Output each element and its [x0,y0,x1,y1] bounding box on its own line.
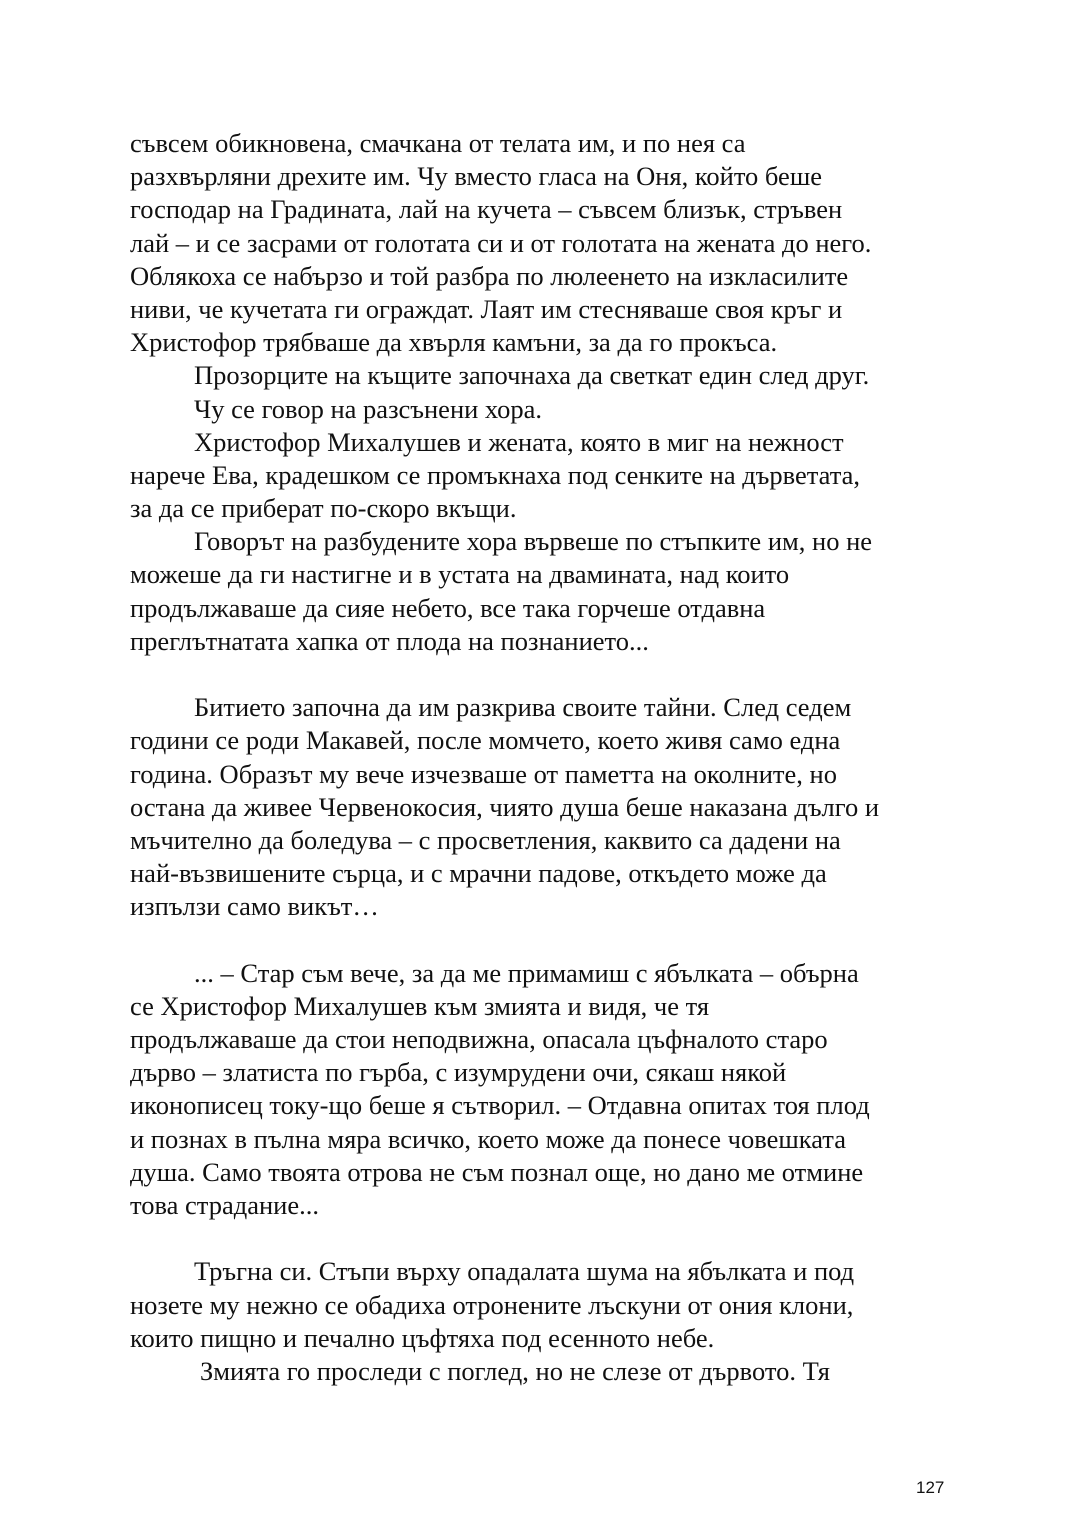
text-line: можеше да ги настигне и в устата на двамината, над които [130,559,790,590]
body-text [130,127,960,1388]
text-line: година. Образът му вече изчезваше от паметта на околните, но [130,758,837,789]
text-line: най-възвишените сърца, и с мрачни падове, откъдето може да [130,858,827,889]
blank-line [130,924,960,957]
text-line: господар на Градината, лай на кучета – съвсем близък, стръвен [130,194,843,225]
text-line: и познах в пълна мяра всичко, което може да понесе човешката [130,1123,846,1154]
blank-line [130,1222,960,1255]
text-line: това страдание... [130,1190,319,1220]
text-line: нозете му нежно се обадиха отронените лъскуни от ония клони, [130,1289,854,1320]
text-line: Битието започна да им разкрива своите тайни. След седем [194,692,852,723]
text-line: продължаваше да сияе небето, все така горчеше отдавна [130,592,766,623]
text-line: Змията го проследи с поглед, но не слезе от дървото. Тя [200,1355,830,1386]
text-line: нарече Ева, крадешком се промъкнаха под сенките на дърветата, [130,459,861,490]
blank-line [130,658,960,691]
text-line: се Христофор Михалушев към змията и видя, че тя [130,990,710,1021]
text-line: лай – и се засрами от голотата си и от голотата на жената до него. [130,227,872,258]
text-line: ниви, че кучетата ги ограждат. Лаят им стесняваше своя кръг и [130,293,843,324]
text-line: преглътнатата хапка от плода на познанието... [130,625,649,656]
text-line: изпълзи само викът… [130,891,379,922]
page-number: 127 [916,1478,945,1497]
text-line: ... – Стар съм вече, за да ме примамиш с ябълката – обърна [194,957,859,988]
text-line: Говорът на разбудените хора вървеше по стъпките им, но не [194,526,873,557]
text-line: дърво – златиста по гърба, с изумрудени очи, сякаш някой [130,1057,787,1088]
text-line: Христофор трябваше да хвърля камъни, за да го прокъса. [130,327,778,358]
text-line: Тръгна си. Стъпи върху опадалата шума на ябълката и под [194,1256,855,1287]
text-line: остана да живее Червенокосия, чиято душа беше наказана дълго и [130,791,880,822]
text-line: години се роди Макавей, после момчето, което живя само една [130,725,841,756]
text-line: Чу се говор на разсънени хора. [194,393,543,424]
text-line: съвсем обикновена, смачкана от телата им, и по нея са [130,128,746,158]
text-line: Прозорците на къщите започнаха да светкат един след друг. [194,360,870,391]
text-line: Христофор Михалушев и жената, която в миг на нежност [194,426,844,457]
text-line: продължаваше да стои неподвижна, опасала цъфналото старо [130,1024,828,1055]
text-line: Облякоха се набързо и той разбра по люлеенето на изкласилите [130,260,849,291]
text-line: за да се приберат по-скоро вкъщи. [130,493,517,524]
text-line: мъчително да боледува – с просветления, каквито са дадени на [130,824,841,855]
text-line: които пищно и печално цъфтяха под есенното небе. [130,1322,715,1353]
text-line: разхвърляни дрехите им. Чу вместо гласа на Оня, който беше [130,161,822,192]
text-line: иконописец току-що беше я сътворил. – Отдавна опитах тоя плод [130,1090,870,1121]
text-line: душа. Само твоята отрова не съм познал още, но дано ме отмине [130,1156,864,1187]
